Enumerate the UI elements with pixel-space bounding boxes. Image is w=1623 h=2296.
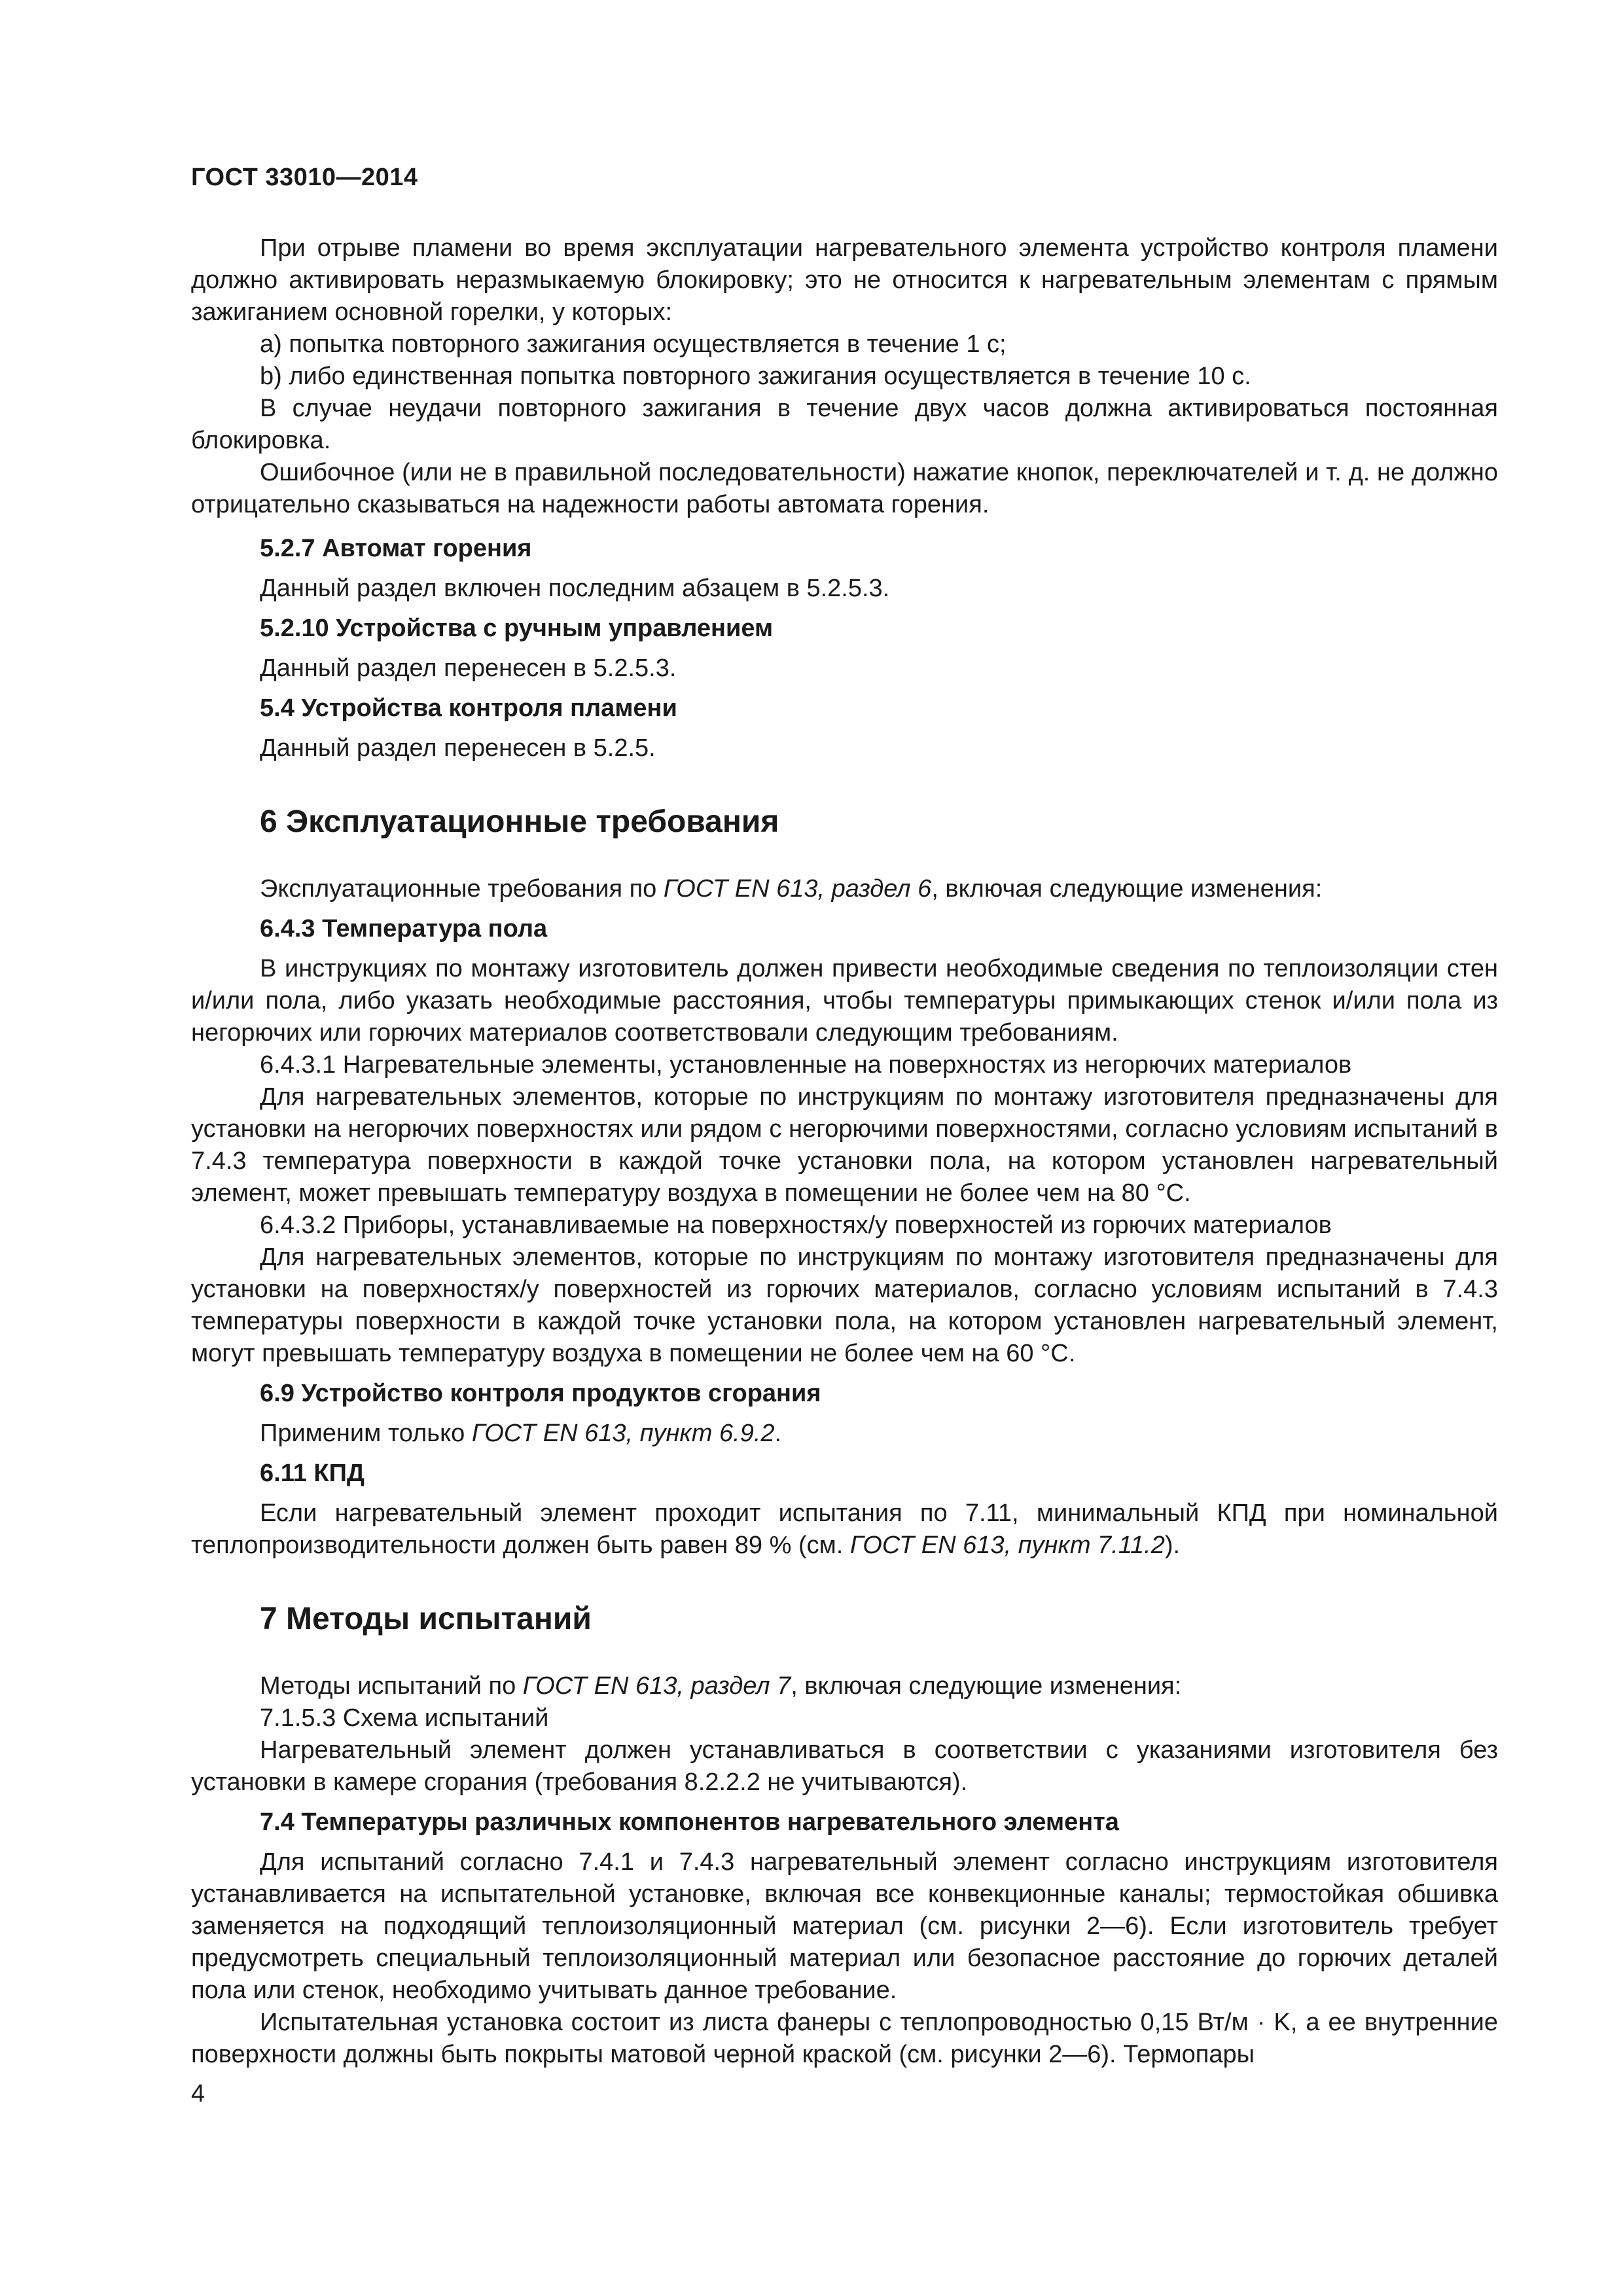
subsection-title: 6.4.3.2 Приборы, устанавливаемые на поверхностях/у поверхностей из горючих материалов <box>260 1211 1332 1239</box>
section-heading-7: 7 Методы испытаний <box>260 1602 592 1636</box>
paragraph: Нагревательный элемент должен устанавливаться в соответствии с указаниями изготовителя без установки в камере сгорания (требования 8.2.2.2 не учитываются). <box>191 1736 1498 1796</box>
text-run: , включая следующие изменения: <box>931 875 1323 903</box>
paragraph <box>191 1498 1498 1562</box>
paragraph: В инструкциях по монтажу изготовитель должен привести необходимые сведения по теплоизоляции стен и/или пола, либо указать необходимые расстояния, чтобы температуры примыкающих стенок и/или пола из негорючих или горючих материалов соответствовали следующим требованиям. <box>191 955 1498 1047</box>
paragraph <box>191 873 1498 905</box>
paragraph: При отрыве пламени во время эксплуатации нагревательного элемента устройство контроля пламени должно активировать неразмыкаемую блокировку; это не относится к нагревательным элементам с прямым зажиганием основной горелки, у которых: <box>191 234 1498 326</box>
paragraph <box>191 1670 1498 1702</box>
paragraph <box>191 1418 1498 1450</box>
paragraph: Для нагревательных элементов, которые по инструкциям по монтажу изготовителя предназначены для установки на негорючих поверхностях или рядом с негорючими поверхностями, согласно условиям испытаний в 7.4.3 температура поверхности в каждой точке установки пола, на котором установлен нагревательный элемент, может превышать температуру воздуха в помещении не более чем на 80 °C. <box>191 1083 1498 1207</box>
paragraph: Ошибочное (или не в правильной последовательности) нажатие кнопок, переключателей и т. д. не должно отрицательно сказываться на надежности работы автомата горения. <box>191 459 1498 518</box>
section-heading-6-4-3: 6.4.3 Температура пола <box>260 915 548 942</box>
standard-reference: ГОСТ EN 613, пункт 6.9.2 <box>471 1420 775 1447</box>
page-number: 4 <box>191 2080 205 2108</box>
text-run: Методы испытаний по <box>260 1672 523 1700</box>
paragraph: Данный раздел перенесен в 5.2.5.3. <box>260 655 677 682</box>
document-header: ГОСТ 33010—2014 <box>191 164 418 191</box>
section-heading-6-11: 6.11 КПД <box>260 1460 365 1487</box>
paragraph: В случае неудачи повторного зажигания в течение двух часов должна активироваться постоянная блокировка. <box>191 395 1498 454</box>
text-run: Если нагревательный элемент проходит испытания по 7.11, минимальный КПД при номинальной теплопроизводительности должен быть равен 89 % (см. <box>191 1499 1498 1559</box>
subsection-title: 7.1.5.3 Схема испытаний <box>260 1704 549 1732</box>
text-run: , включая следующие изменения: <box>791 1672 1182 1700</box>
text-run: Эксплуатационные требования по <box>260 875 664 903</box>
standard-reference: ГОСТ EN 613, раздел 6 <box>663 875 932 903</box>
list-item: b) либо единственная попытка повторного зажигания осуществляется в течение 10 с. <box>260 363 1251 390</box>
standard-reference: ГОСТ EN 613, раздел 7 <box>522 1672 791 1700</box>
document-body <box>191 232 1498 2071</box>
paragraph: Испытательная установка состоит из листа фанеры с теплопроводностью 0,15 Вт/м · K, а ее внутренние поверхности должны быть покрыты матовой черной краской (см. рисунки 2—6). Термопары <box>191 2009 1498 2068</box>
section-heading-5-4: 5.4 Устройства контроля пламени <box>260 694 677 722</box>
paragraph: Для испытаний согласно 7.4.1 и 7.4.3 нагревательный элемент согласно инструкциям изготовителя устанавливается на испытательной установке, включая все конвекционные каналы; термостойкая обшивка заменяется на подходящий теплоизоляционный материал (см. рисунки 2—6). Если изготовитель требует предусмотреть специальный теплоизоляционный материал или безопасное расстояние до горючих деталей пола или стенок, необходимо учитывать данное требование. <box>191 1848 1498 2004</box>
paragraph: Данный раздел перенесен в 5.2.5. <box>260 734 656 762</box>
list-item: a) попытка повторного зажигания осуществляется в течение 1 с; <box>260 331 1007 358</box>
section-heading-6-9: 6.9 Устройство контроля продуктов сгорания <box>260 1380 821 1407</box>
text-run: Применим только <box>260 1420 472 1447</box>
section-heading-6: 6 Эксплуатационные требования <box>260 804 779 839</box>
section-heading-5-2-10: 5.2.10 Устройства с ручным управлением <box>260 615 774 642</box>
section-heading-7-4: 7.4 Температуры различных компонентов нагревательного элемента <box>260 1808 1119 1836</box>
paragraph: Данный раздел включен последним абзацем в 5.2.5.3. <box>260 575 890 602</box>
section-heading-5-2-7: 5.2.7 Автомат горения <box>260 535 532 562</box>
subsection-title: 6.4.3.1 Нагревательные элементы, установленные на поверхностях из негорючих материалов <box>260 1051 1352 1079</box>
paragraph: Для нагревательных элементов, которые по инструкциям по монтажу изготовителя предназначены для установки на поверхностях/у поверхностей из горючих материалов, согласно условиям испытаний в 7.4.3 температуры поверхности в каждой точке установки пола, на котором установлен нагревательный элемент, могут превышать температуру воздуха в помещении не более чем на 60 °C. <box>191 1244 1498 1367</box>
text-run: . <box>774 1420 782 1447</box>
text-run: ). <box>1164 1532 1181 1559</box>
standard-reference: ГОСТ EN 613, пункт 7.11.2 <box>849 1532 1165 1559</box>
